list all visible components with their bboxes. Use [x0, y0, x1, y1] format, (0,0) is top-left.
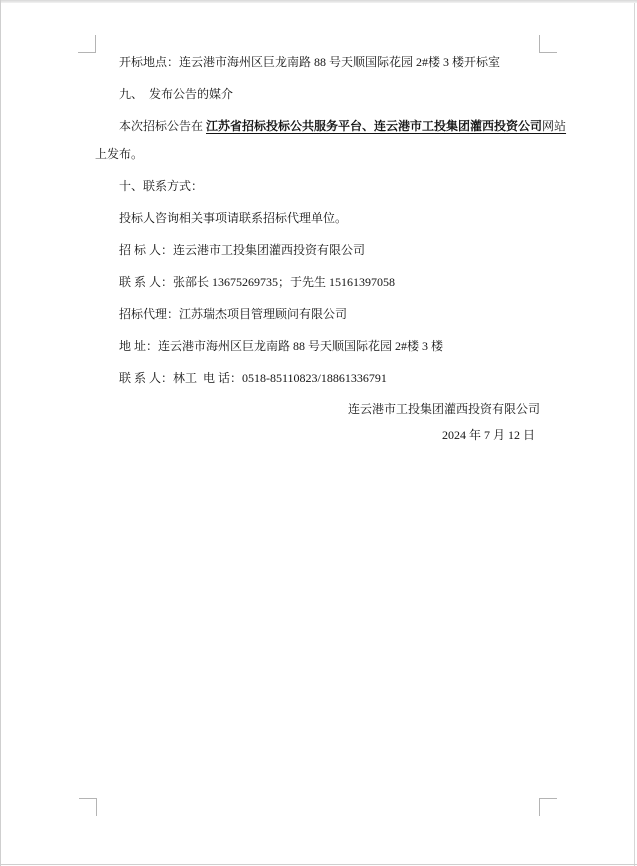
line-agency-contact: 联 系 人：林工 电 话：0518-85110823/18861336791: [119, 371, 387, 385]
signature-company: 连云港市工投集团灌西投资有限公司: [347, 402, 540, 416]
paragraph-announcement: [95, 112, 567, 168]
heading-section-ten: 十、联系方式：: [119, 179, 204, 193]
page-right-edge: [634, 3, 635, 866]
paragraph-contact-note: 投标人咨询相关事项请联系招标代理单位。: [119, 211, 348, 225]
announcement-website-word: 网站: [542, 119, 567, 133]
signature-date: 2024 年 7 月 12 日: [441, 428, 535, 442]
line-tenderee: 招 标 人：连云港市工投集团灌西投资有限公司: [119, 243, 366, 257]
crop-mark-bottom-right: [539, 798, 557, 816]
crop-mark-top-right: [539, 35, 557, 53]
document-body: [95, 48, 567, 448]
announcement-platforms: 江苏省招标投标公共服务平台、连云港市工投集团灌西投资公司: [206, 119, 543, 133]
heading-section-nine: 九、 发布公告的媒介: [119, 87, 234, 101]
announcement-tail: 上发布。: [95, 147, 144, 161]
announcement-first-line: [119, 119, 566, 133]
crop-mark-top-left: [78, 35, 96, 53]
paragraph-open-location: 开标地点：连云港市海州区巨龙南路 88 号天顺国际花园 2#楼 3 楼开标室: [119, 55, 501, 69]
line-agency: 招标代理：江苏瑞杰项目管理顾问有限公司: [119, 307, 348, 321]
line-tenderee-contacts: 联 系 人：张部长 13675269735；于先生 15161397058: [119, 275, 396, 289]
page-bottom-edge: [0, 864, 637, 865]
line-agency-address: 地 址：连云港市海州区巨龙南路 88 号天顺国际花园 2#楼 3 楼: [119, 339, 444, 353]
page-top-edge: [0, 0, 637, 3]
signature-block: [95, 396, 540, 448]
page-left-edge: [0, 0, 1, 866]
crop-mark-bottom-left: [79, 798, 97, 816]
announcement-prefix: 本次招标公告在: [119, 119, 207, 133]
